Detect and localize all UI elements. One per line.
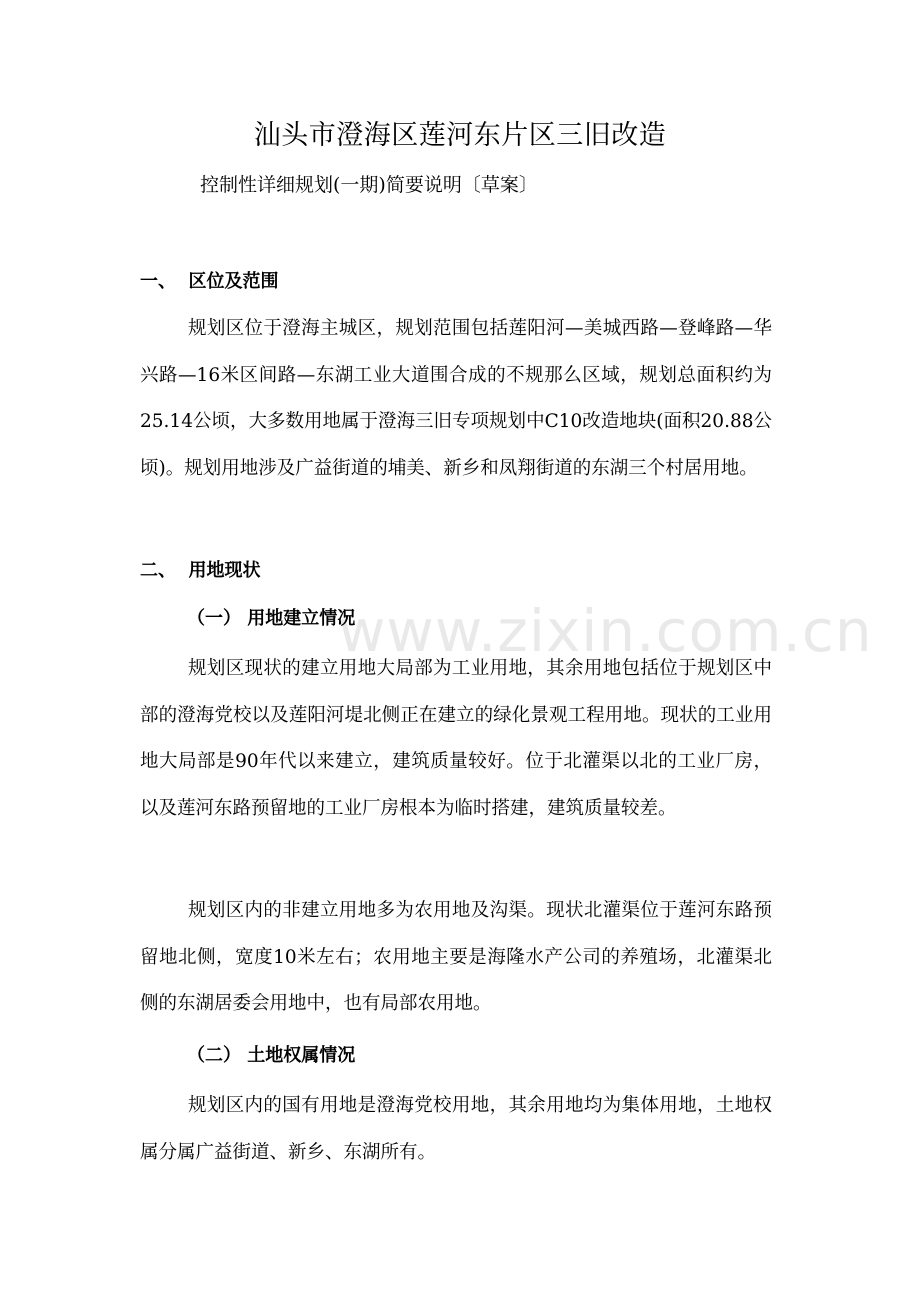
paragraph-ownership: 规划区内的国有用地是澄海党校用地，其余用地均为集体用地，土地权属分属广益街道、新乡、东湖所有。 — [140, 1095, 772, 1163]
section-heading-land-status: 二、 用地现状 — [140, 560, 261, 581]
paragraph-construction-2: 规划区内的非建立用地多为农用地及沟渠。现状北灌渠位于莲河东路预留地北侧，宽度10米左右；农用地主要是海隆水产公司的养殖场，北灌渠北侧的东湖居委会用地中，也有局部农用地。 — [140, 900, 772, 1014]
paragraph-location: 规划区位于澄海主城区，规划范围包括莲阳河—美城西路—登峰路—华兴路—16米区间路—东湖工业大道围合成的不规那么区域，规划总面积约为25.14公顷，大多数用地属于澄海三旧专项规划中C10改造地块(面积20.88公顷)。规划用地涉及广益街道的埔美、新乡和凤翔街道的东湖三个村居用地。 — [140, 318, 772, 479]
watermark: www.zixin.com.cn — [338, 597, 873, 665]
subsection-heading-ownership: （二） 土地权属情况 — [187, 1045, 356, 1066]
document-title: 汕头市澄海区莲河东片区三旧改造 — [253, 120, 667, 151]
paragraph-construction-1: 规划区现状的建立用地大局部为工业用地，其余用地包括位于规划区中部的澄海党校以及莲阳河堤北侧正在建立的绿化景观工程用地。现状的工业用地大局部是90年代以来建立，建筑质量较好。位于北灌渠以北的工业厂房，以及莲河东路预留地的工业厂房根本为临时搭建，建筑质量较差。 — [140, 658, 772, 819]
section-heading-location: 一、 区位及范围 — [140, 271, 279, 292]
subsection-heading-construction: （一） 用地建立情况 — [187, 608, 356, 629]
document-subtitle: 控制性详细规划(一期)简要说明〔草案〕 — [200, 174, 538, 196]
